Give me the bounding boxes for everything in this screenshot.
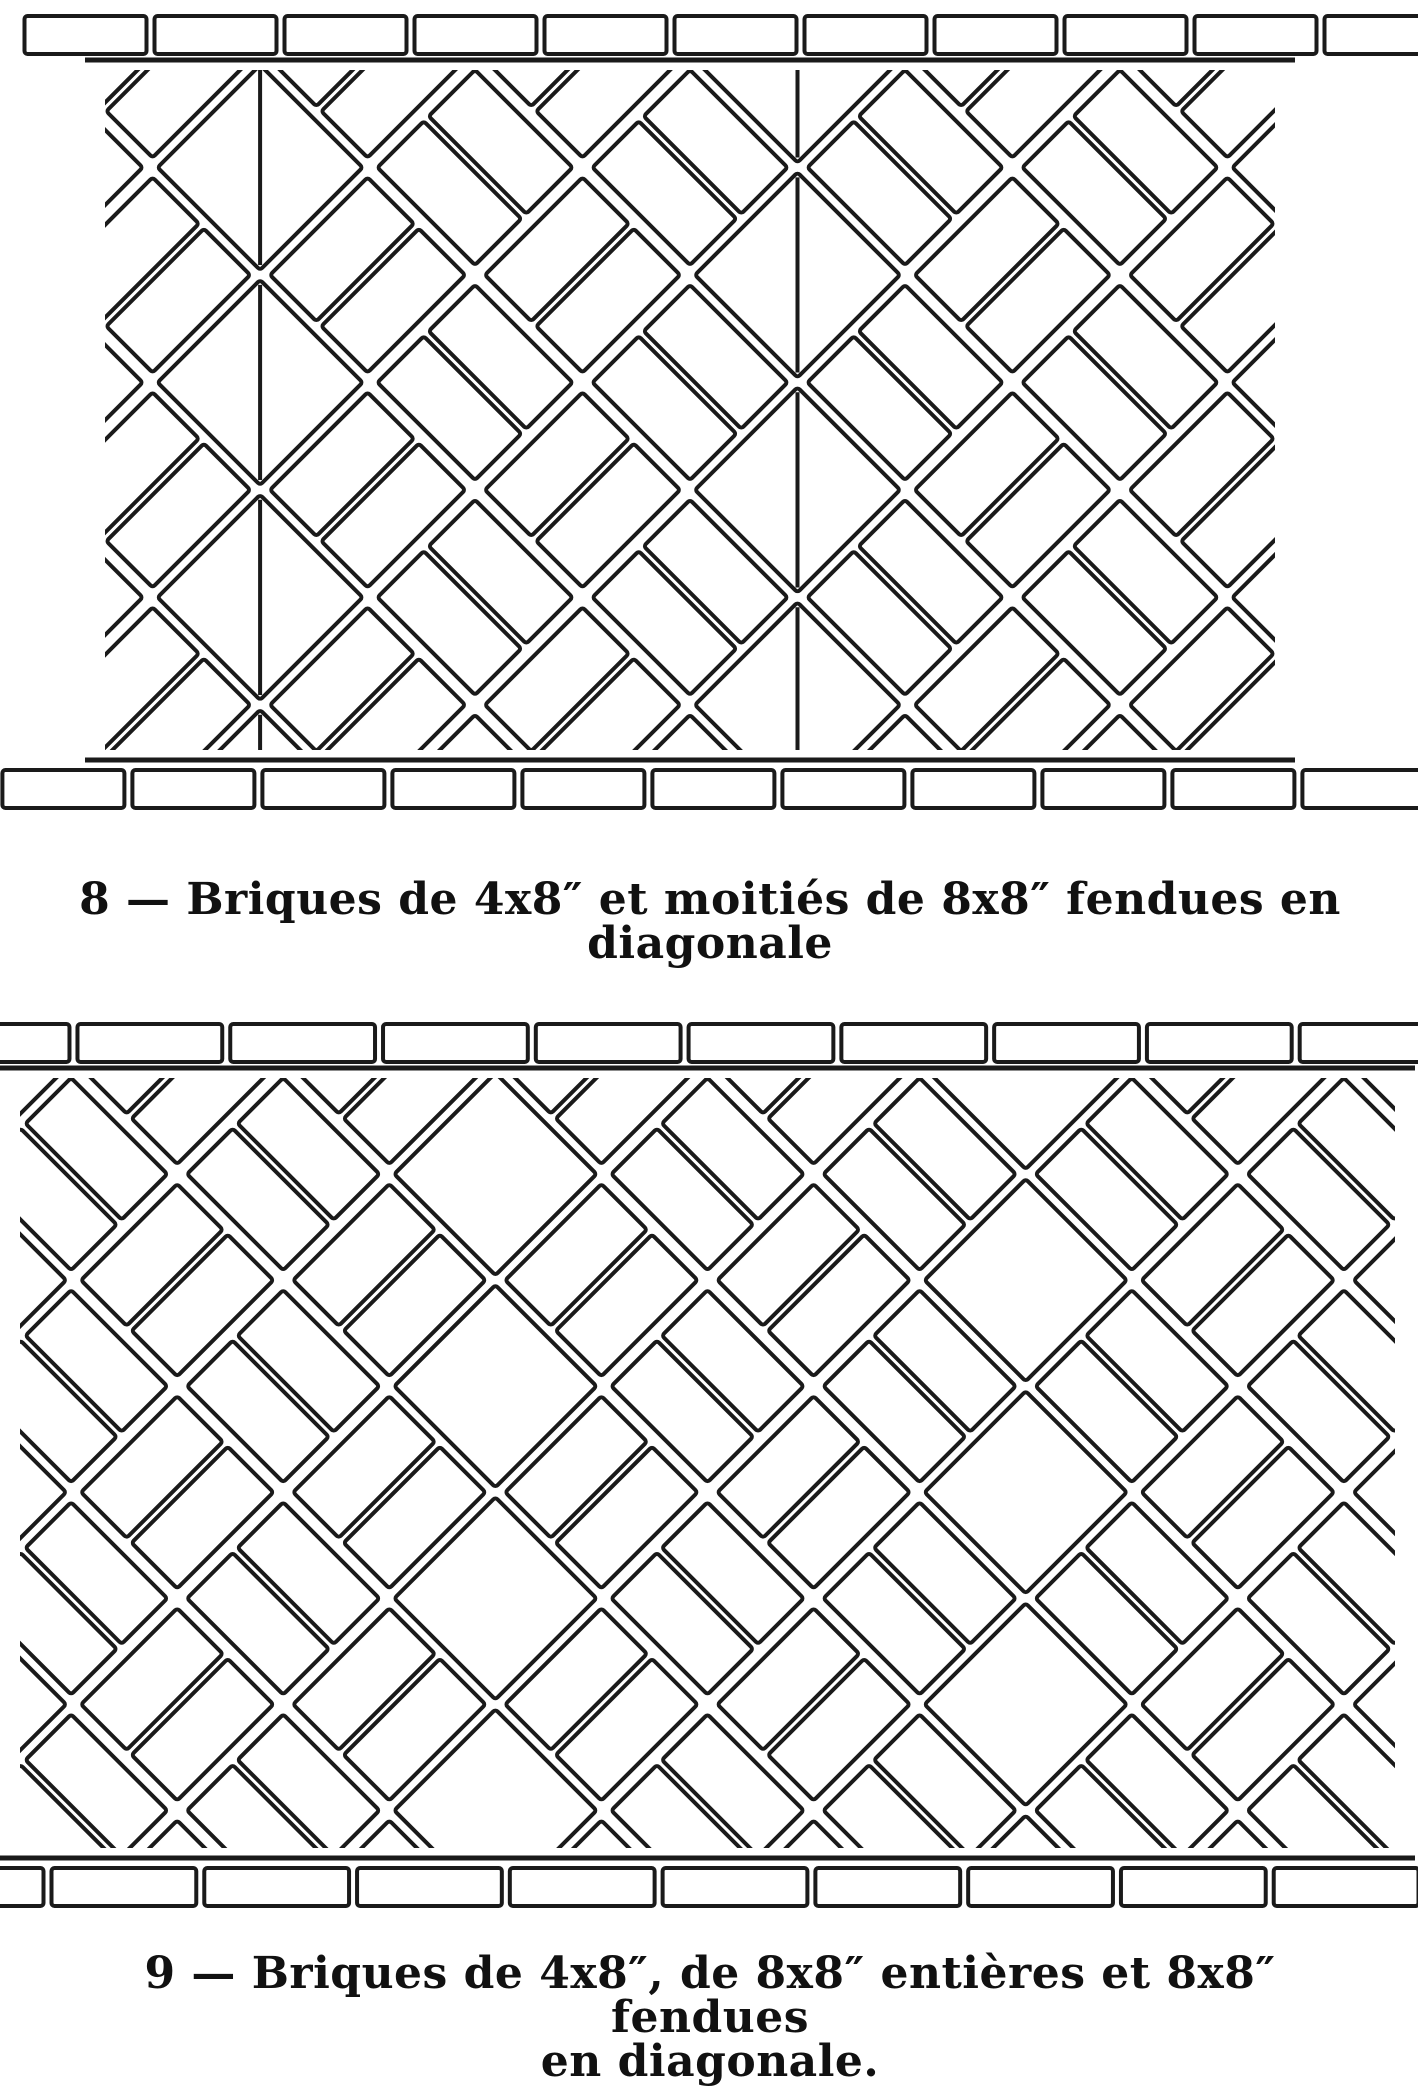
field-brick: [1298, 1926, 1418, 1938]
field-brick: [485, 822, 629, 850]
field-brick: [187, 1553, 329, 1695]
field-brick: [1036, 1341, 1178, 1483]
field-brick: [807, 0, 951, 50]
field-brick: [25, 1502, 167, 1644]
field-brick: [132, 1659, 274, 1801]
caption-9-line-2: en diagonale.: [60, 2040, 1360, 2084]
field-brick: [644, 70, 788, 214]
border-brick-top: [1065, 16, 1187, 54]
border-brick-top: [230, 1024, 375, 1062]
field-brick: [321, 14, 465, 158]
field-brick: [238, 1078, 380, 1220]
field-brick: [1130, 822, 1274, 850]
field-brick: [611, 1765, 753, 1907]
split-square-tile: [158, 0, 363, 55]
border-brick-bottom: [1042, 770, 1164, 808]
diagonal-brick-pattern-8: [0, 0, 1418, 850]
caption-8-line-1: [60, 878, 1360, 922]
split-line: [163, 70, 358, 265]
border-brick-bottom: [2, 770, 124, 808]
caption-8-dash: —: [126, 874, 171, 925]
field-brick: [106, 229, 250, 373]
field-brick: [0, 1008, 117, 1058]
field-brick: [662, 1714, 804, 1856]
square-tile: [394, 1921, 596, 1938]
field-brick: [717, 1396, 859, 1538]
field-brick: [429, 715, 573, 850]
field-brick: [238, 1502, 380, 1644]
border-brick-bottom: [0, 1868, 43, 1906]
split-line: [1237, 285, 1418, 480]
field-brick: [1248, 1008, 1390, 1058]
field-brick: [25, 1714, 167, 1856]
border-brick-bottom: [968, 1868, 1113, 1906]
field-brick: [344, 1447, 486, 1589]
field-brick: [915, 607, 1059, 751]
border-brick-bottom: [1121, 1868, 1266, 1906]
field-brick: [966, 444, 1110, 588]
split-line: [700, 177, 895, 372]
border-brick-top: [675, 16, 797, 54]
field-brick: [0, 444, 35, 588]
border-brick-bottom: [132, 770, 254, 808]
field-brick: [807, 121, 951, 265]
field-brick: [1248, 1765, 1390, 1907]
field-brick: [1404, 1447, 1418, 1589]
field-brick: [377, 551, 521, 695]
figure-8: [0, 0, 1418, 965]
border-brick-bottom: [522, 770, 644, 808]
border-brick-bottom: [815, 1868, 960, 1906]
border-brick-bottom: [510, 1868, 655, 1906]
field-brick: [1181, 14, 1325, 158]
field-brick: [0, 121, 91, 265]
split-line: [700, 822, 895, 850]
field-brick: [859, 715, 1003, 850]
square-tile: [394, 1008, 596, 1063]
field-brick: [0, 0, 91, 50]
field-brick: [293, 1608, 435, 1750]
split-line: [163, 0, 358, 50]
field-brick: [1074, 70, 1218, 214]
field-brick: [485, 177, 629, 321]
field-brick: [823, 1765, 965, 1907]
field-brick: [0, 659, 35, 803]
field-brick: [1248, 1128, 1390, 1270]
field-brick: [321, 444, 465, 588]
square-tile: [394, 1073, 596, 1275]
border-brick-top: [77, 1024, 222, 1062]
caption-8: [60, 878, 1360, 966]
field-brick: [0, 336, 91, 480]
field-brick: [344, 1235, 486, 1377]
field-brick: [1345, 607, 1418, 751]
field-brick: [106, 659, 250, 803]
field-brick: [132, 1235, 274, 1377]
field-brick: [536, 444, 680, 588]
field-brick: [344, 1659, 486, 1801]
border-brick-bottom: [392, 770, 514, 808]
field-brick: [0, 551, 91, 695]
field-brick: [1404, 1235, 1418, 1377]
border-brick-bottom: [912, 770, 1034, 808]
border-brick-top: [545, 16, 667, 54]
field-brick: [132, 1447, 274, 1589]
border-brick-bottom: [262, 770, 384, 808]
field-brick: [1396, 229, 1418, 373]
field-brick: [106, 14, 250, 158]
field-brick: [81, 1396, 223, 1538]
field-brick: [321, 229, 465, 373]
field-brick: [25, 1078, 167, 1220]
field-brick: [1248, 1341, 1390, 1483]
caption-9-dash: —: [191, 1948, 236, 1999]
border-brick-bottom: [1302, 770, 1418, 808]
split-square-tile: [695, 817, 900, 850]
field-brick: [1086, 1714, 1228, 1856]
field-brick: [807, 551, 951, 695]
field-brick: [536, 659, 680, 803]
field-brick: [1086, 1926, 1228, 1938]
field-brick: [556, 1659, 698, 1801]
field-brick: [1192, 1235, 1334, 1377]
border-brick-bottom: [1172, 770, 1294, 808]
field-brick: [1086, 1078, 1228, 1220]
field-brick: [55, 607, 199, 751]
field-brick: [0, 14, 35, 158]
caption-9-number: 9: [144, 1948, 175, 1999]
field-brick: [377, 121, 521, 265]
square-tile: [0, 1008, 66, 1169]
caption-8-line-2: diagonale: [60, 922, 1360, 966]
border-brick-top: [285, 16, 407, 54]
square-tile: [0, 1815, 66, 1938]
field-brick: [1345, 392, 1418, 536]
field-brick: [187, 1008, 329, 1058]
field-brick: [556, 1447, 698, 1589]
field-brick: [505, 1396, 647, 1538]
field-brick: [270, 392, 414, 536]
field-brick: [966, 659, 1110, 803]
field-brick: [293, 1396, 435, 1538]
field-brick: [717, 1184, 859, 1326]
field-brick: [823, 1553, 965, 1695]
field-brick: [25, 1290, 167, 1432]
field-brick: [611, 1341, 753, 1483]
field-brick: [429, 70, 573, 214]
border-brick-bottom: [782, 770, 904, 808]
border-brick-top: [25, 16, 147, 54]
field-brick: [55, 822, 199, 850]
field-brick: [238, 1926, 380, 1938]
field-brick: [1036, 1128, 1178, 1270]
field-brick: [823, 1128, 965, 1270]
field-brick: [1181, 229, 1325, 373]
square-tile: [925, 1815, 1127, 1938]
border-brick-bottom: [204, 1868, 349, 1906]
field-brick: [859, 500, 1003, 644]
field-brick: [81, 1608, 223, 1750]
field-brick: [238, 1290, 380, 1432]
field-brick: [807, 336, 951, 480]
field-brick: [1086, 1502, 1228, 1644]
field-brick: [662, 1078, 804, 1220]
field-brick: [1130, 177, 1274, 321]
field-brick: [1192, 1659, 1334, 1801]
border-brick-top: [1195, 16, 1317, 54]
border-brick-bottom: [652, 770, 774, 808]
field-brick: [1036, 1553, 1178, 1695]
field-brick: [1354, 1396, 1418, 1538]
field-brick: [270, 607, 414, 751]
square-tile: [925, 1179, 1127, 1381]
field-brick: [187, 1128, 329, 1270]
caption-9-line-1: [60, 1952, 1360, 2040]
border-brick-top: [415, 16, 537, 54]
field-brick: [485, 607, 629, 751]
caption-9-text: Briques de 4x8″, de 8x8″ entières et 8x8″ fendues: [252, 1948, 1276, 2043]
split-line: [163, 715, 358, 850]
field-brick: [0, 229, 35, 373]
caption-8-text: Briques de 4x8″ et moitiés de 8x8″ fendues en: [186, 874, 1341, 925]
field-brick: [1142, 1396, 1284, 1538]
field-brick: [1396, 444, 1418, 588]
split-line: [163, 285, 358, 480]
border-brick-top: [0, 1024, 69, 1062]
square-tile: [394, 1497, 596, 1699]
field-brick: [55, 177, 199, 321]
field-brick: [1192, 1447, 1334, 1589]
field-brick: [592, 121, 736, 265]
field-brick: [1022, 336, 1166, 480]
split-line: [1237, 715, 1418, 850]
field-brick: [1354, 1608, 1418, 1750]
diagonal-field: [0, 0, 1418, 850]
border-brick-top: [1300, 1024, 1418, 1062]
field-brick: [556, 1022, 698, 1164]
field-brick: [592, 0, 736, 50]
field-brick: [485, 392, 629, 536]
field-brick: [1354, 1820, 1418, 1938]
border-brick-top: [841, 1024, 986, 1062]
border-brick-top: [155, 16, 277, 54]
field-brick: [1181, 444, 1325, 588]
field-brick: [1022, 0, 1166, 50]
split-line: [700, 392, 895, 587]
field-brick: [768, 1659, 910, 1801]
field-brick: [187, 1765, 329, 1907]
field-brick: [611, 1128, 753, 1270]
border-brick-top: [536, 1024, 681, 1062]
field-brick: [644, 285, 788, 429]
field-brick: [1074, 715, 1218, 850]
field-brick: [874, 1714, 1016, 1856]
field-brick: [270, 822, 414, 850]
square-tile: [394, 1285, 596, 1487]
split-line: [163, 500, 358, 695]
field-brick: [270, 177, 414, 321]
field-brick: [344, 1022, 486, 1164]
field-brick: [859, 70, 1003, 214]
field-brick: [1074, 500, 1218, 644]
field-brick: [915, 392, 1059, 536]
field-brick: [536, 14, 680, 158]
field-brick: [1036, 1765, 1178, 1907]
field-brick: [0, 715, 143, 850]
field-brick: [1074, 285, 1218, 429]
field-brick: [644, 715, 788, 850]
field-brick: [768, 1447, 910, 1589]
field-brick: [592, 551, 736, 695]
field-brick: [505, 1184, 647, 1326]
field-brick: [874, 1290, 1016, 1432]
field-brick: [1036, 1008, 1178, 1058]
field-brick: [717, 1608, 859, 1750]
caption-9: [60, 1952, 1360, 2084]
diagonal-brick-pattern-9: [0, 1008, 1418, 1938]
field-brick: [611, 1553, 753, 1695]
square-tile: [925, 1391, 1127, 1593]
field-brick: [1142, 1184, 1284, 1326]
border-brick-top: [383, 1024, 528, 1062]
field-brick: [556, 1235, 698, 1377]
field-brick: [55, 392, 199, 536]
border-brick-top: [935, 16, 1057, 54]
border-brick-bottom: [357, 1868, 502, 1906]
field-brick: [1248, 1553, 1390, 1695]
caption-8-number: 8: [79, 874, 110, 925]
field-brick: [915, 177, 1059, 321]
field-brick: [132, 1022, 274, 1164]
field-brick: [1396, 659, 1418, 803]
field-brick: [1404, 1659, 1418, 1801]
field-brick: [505, 1820, 647, 1938]
field-brick: [592, 336, 736, 480]
field-brick: [1022, 551, 1166, 695]
field-brick: [662, 1502, 804, 1644]
field-brick: [293, 1184, 435, 1326]
diagonal-field: [0, 1008, 1418, 1938]
field-brick: [377, 0, 521, 50]
field-brick: [1396, 14, 1418, 158]
field-brick: [238, 1714, 380, 1856]
field-brick: [1130, 392, 1274, 536]
field-brick: [874, 1926, 1016, 1938]
border-brick-top: [994, 1024, 1139, 1062]
field-brick: [644, 500, 788, 644]
border-brick-bottom: [663, 1868, 808, 1906]
figure-9: [0, 1008, 1418, 2070]
field-brick: [0, 285, 143, 429]
field-brick: [81, 1184, 223, 1326]
field-brick: [106, 444, 250, 588]
field-brick: [915, 822, 1059, 850]
field-brick: [966, 229, 1110, 373]
field-brick: [0, 70, 143, 214]
field-brick: [768, 1022, 910, 1164]
field-brick: [859, 285, 1003, 429]
field-brick: [1022, 121, 1166, 265]
field-brick: [823, 1008, 965, 1058]
field-brick: [0, 500, 143, 644]
border-brick-bottom: [1274, 1868, 1418, 1906]
field-brick: [505, 1608, 647, 1750]
field-brick: [1354, 1184, 1418, 1326]
field-brick: [377, 336, 521, 480]
field-brick: [1142, 1608, 1284, 1750]
field-brick: [1345, 822, 1418, 850]
border-brick-top: [805, 16, 927, 54]
field-brick: [874, 1078, 1016, 1220]
border-brick-top: [1147, 1024, 1292, 1062]
square-tile: [394, 1709, 596, 1911]
field-brick: [25, 1926, 167, 1938]
border-brick-bottom: [52, 1868, 197, 1906]
square-tile: [925, 1603, 1127, 1805]
border-brick-top: [1325, 16, 1418, 54]
field-brick: [1404, 1022, 1418, 1164]
field-brick: [429, 500, 573, 644]
field-brick: [662, 1926, 804, 1938]
border-brick-top: [689, 1024, 834, 1062]
field-brick: [1086, 1290, 1228, 1432]
field-brick: [1345, 177, 1418, 321]
field-brick: [187, 1341, 329, 1483]
field-brick: [1130, 607, 1274, 751]
field-brick: [823, 1341, 965, 1483]
split-square-tile: [1232, 710, 1418, 850]
field-brick: [662, 1290, 804, 1432]
split-line: [1237, 0, 1418, 50]
field-brick: [536, 229, 680, 373]
field-brick: [768, 1235, 910, 1377]
field-brick: [1192, 1022, 1334, 1164]
field-brick: [429, 285, 573, 429]
split-line: [700, 607, 895, 802]
field-brick: [966, 14, 1110, 158]
field-brick: [874, 1502, 1016, 1644]
